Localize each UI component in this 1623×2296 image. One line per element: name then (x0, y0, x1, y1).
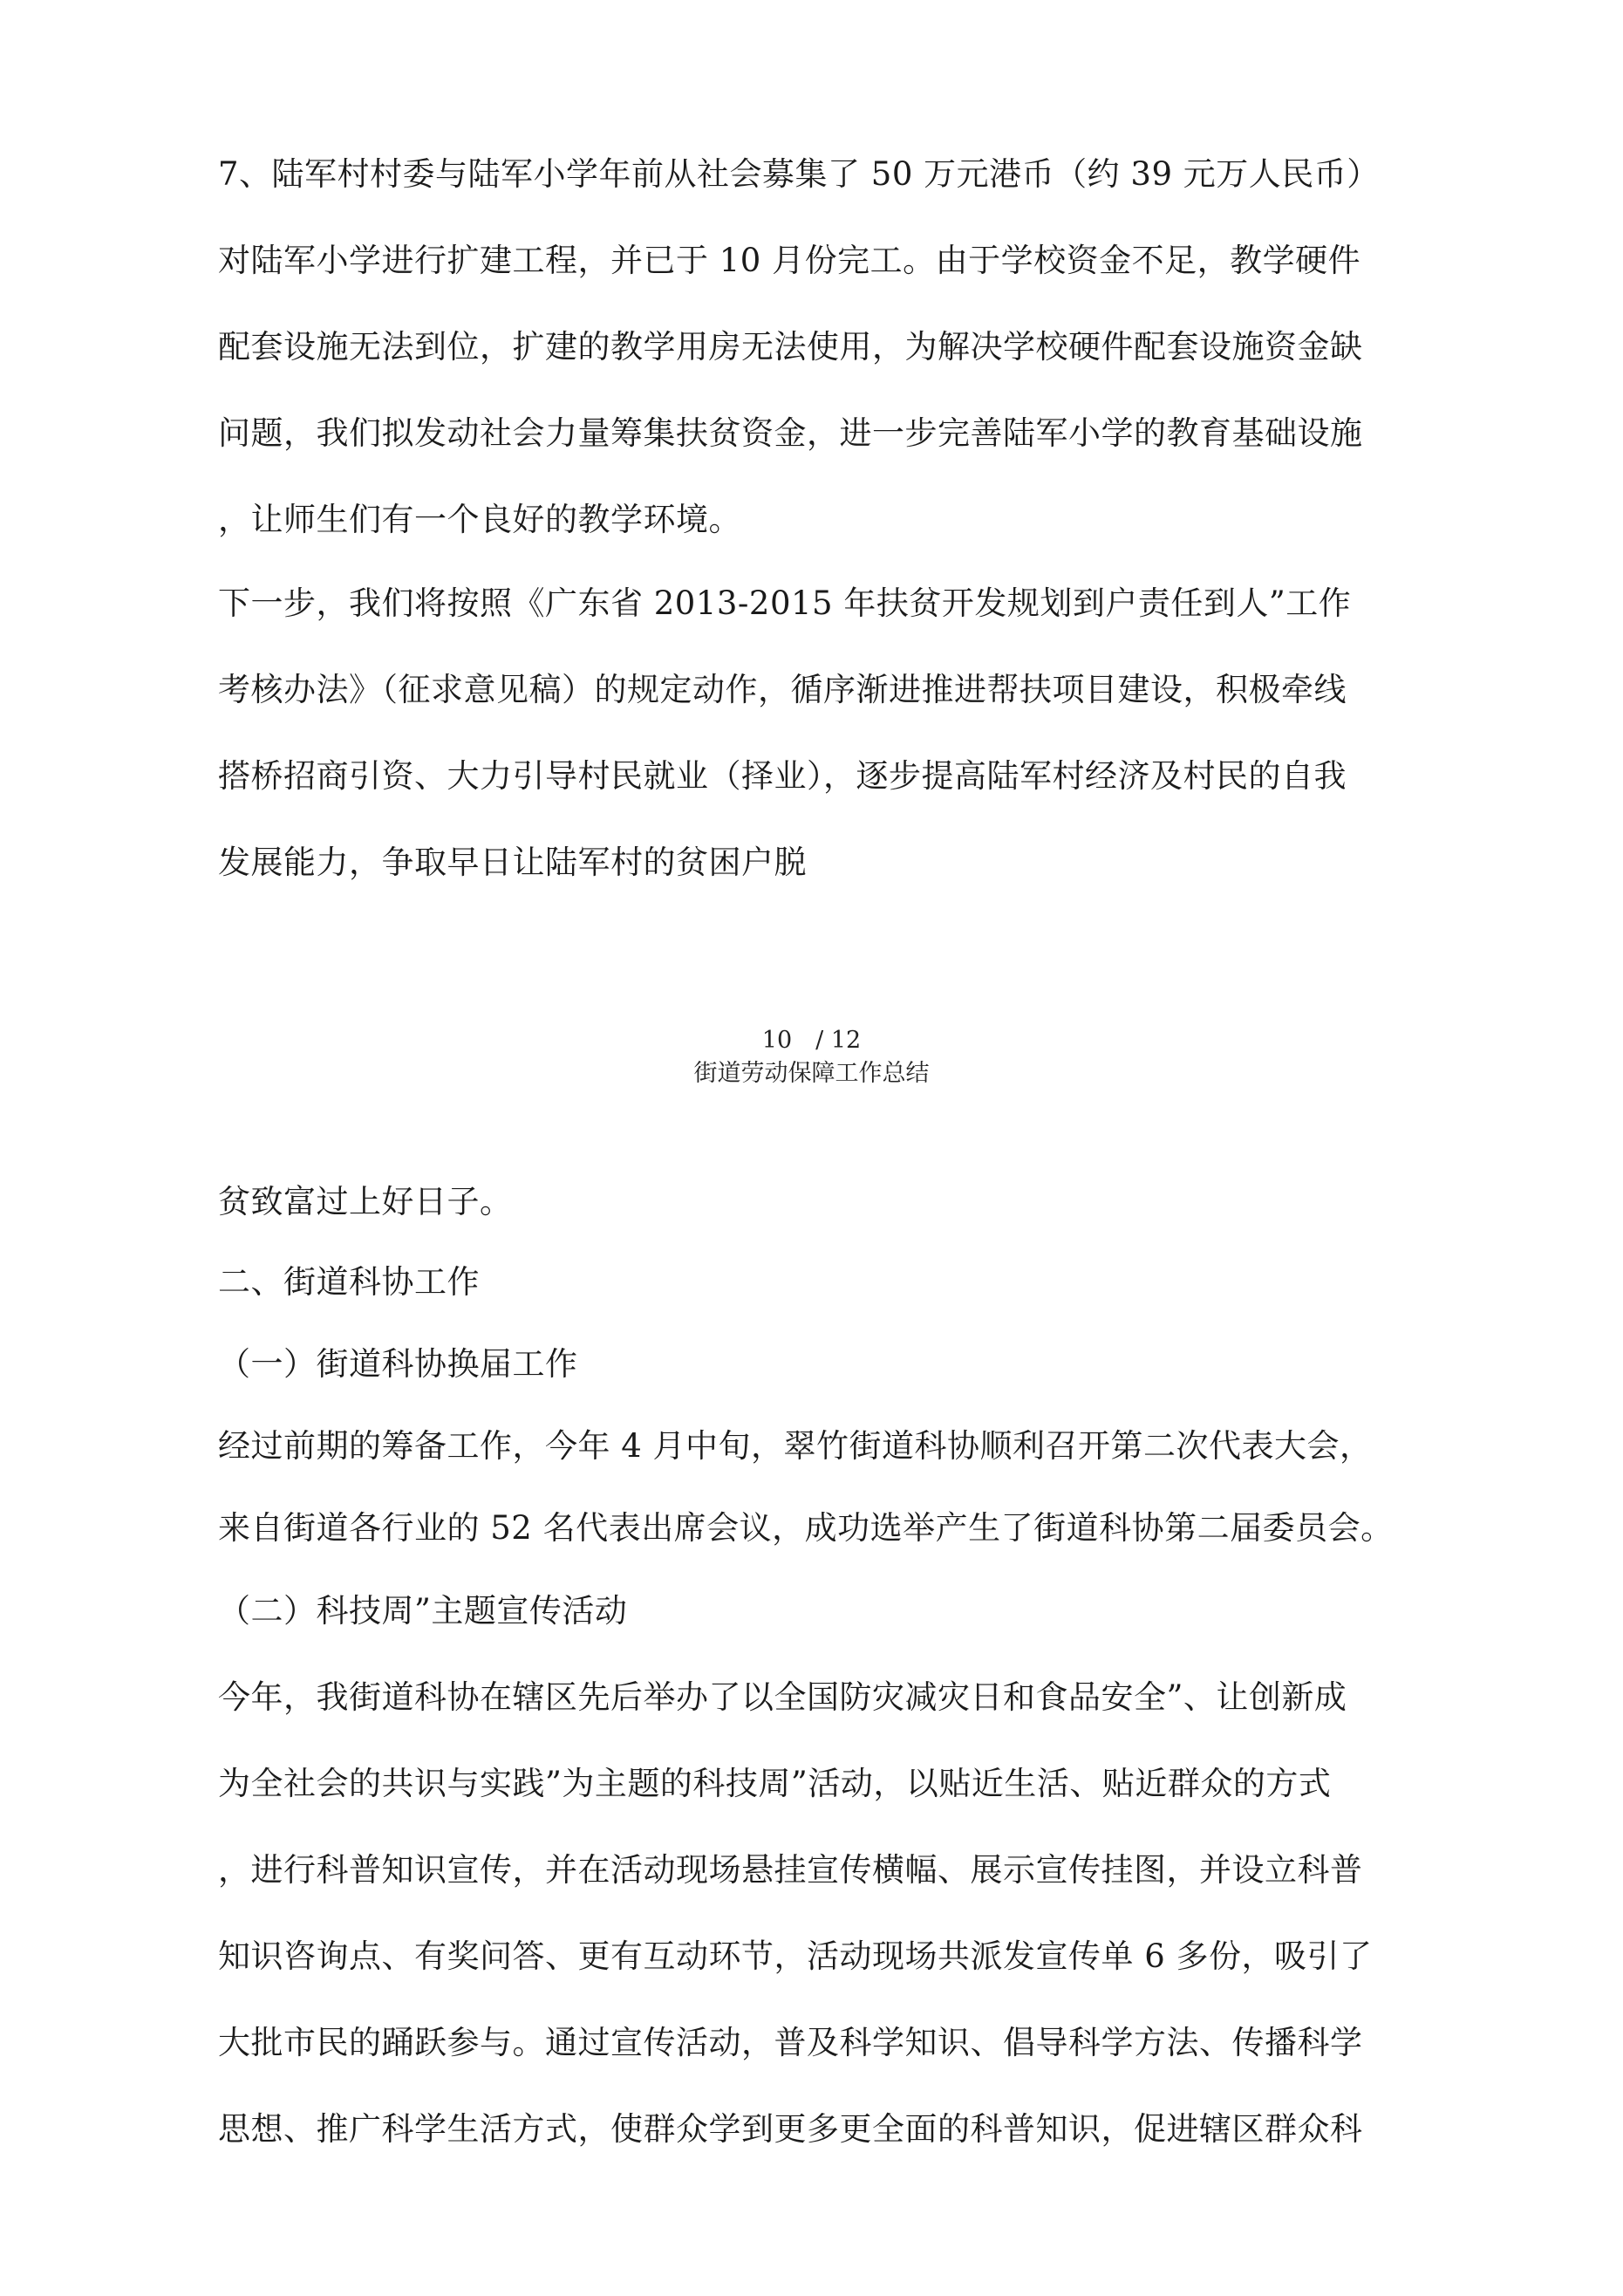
paragraph-line: 贫致富过上好日子。 (218, 1183, 513, 1220)
paragraph-line: ，进行科普知识宣传，并在活动现场悬挂宣传横幅、展示宣传挂图，并设立科普 (218, 1851, 1363, 1889)
paragraph-line: 为全社会的共识与实践”为主题的科技周”活动，以贴近生活、贴近群众的方式 (218, 1765, 1332, 1802)
paragraph-line: 问题，我们拟发动社会力量筹集扶贫资金，进一步完善陆军小学的教育基础设施 (218, 414, 1363, 452)
paragraph-line: 7、陆军村村委与陆军小学年前从社会募集了 50 万元港币（约 39 元万人民币） (218, 155, 1380, 193)
document-title: 街道劳动保障工作总结 (693, 1060, 930, 1087)
paragraph-line: ，让师生们有一个良好的教学环境。 (218, 501, 741, 538)
page-number: 10 / 12 (761, 1027, 862, 1054)
subsection-heading: （一）街道科协换届工作 (218, 1345, 578, 1383)
paragraph-line: 知识咨询点、有奖问答、更有互动环节，活动现场共派发宣传单 6 多份，吸引了 (218, 1937, 1373, 1975)
paragraph-line: 思想、推广科学生活方式，使群众学到更多更全面的科普知识，促进辖区群众科 (218, 2110, 1363, 2148)
paragraph-line: 今年，我街道科协在辖区先后举办了以全国防灾减灾日和食品安全”、让创新成 (218, 1678, 1347, 1716)
paragraph-line: 下一步，我们将按照《广东省 2013-2015 年扶贫开发规划到户责任到人”工作 (218, 584, 1352, 622)
paragraph-line: 发展能力，争取早日让陆军村的贫困户脱 (218, 844, 807, 881)
section-heading: 二、街道科协工作 (218, 1263, 480, 1301)
paragraph-line: 来自街道各行业的 52 名代表出席会议，成功选举产生了街道科协第二届委员会。 (218, 1509, 1394, 1547)
subsection-heading: （二）科技周”主题宣传活动 (218, 1592, 628, 1630)
paragraph-line: 考核办法》（征求意见稿）的规定动作，循序渐进推进帮扶项目建设，积极牵线 (218, 671, 1347, 708)
paragraph-line: 大批市民的踊跃参与。通过宣传活动，普及科学知识、倡导科学方法、传播科学 (218, 2024, 1363, 2061)
paragraph-line: 配套设施无法到位，扩建的教学用房无法使用，为解决学校硬件配套设施资金缺 (218, 328, 1363, 366)
paragraph-line: 对陆军小学进行扩建工程，并已于 10 月份完工。由于学校资金不足，教学硬件 (218, 242, 1361, 279)
paragraph-line: 经过前期的筹备工作，今年 4 月中旬，翠竹街道科协顺利召开第二次代表大会， (218, 1427, 1373, 1465)
paragraph-line: 搭桥招商引资、大力引导村民就业（择业），逐步提高陆军村经济及村民的自我 (218, 757, 1347, 795)
